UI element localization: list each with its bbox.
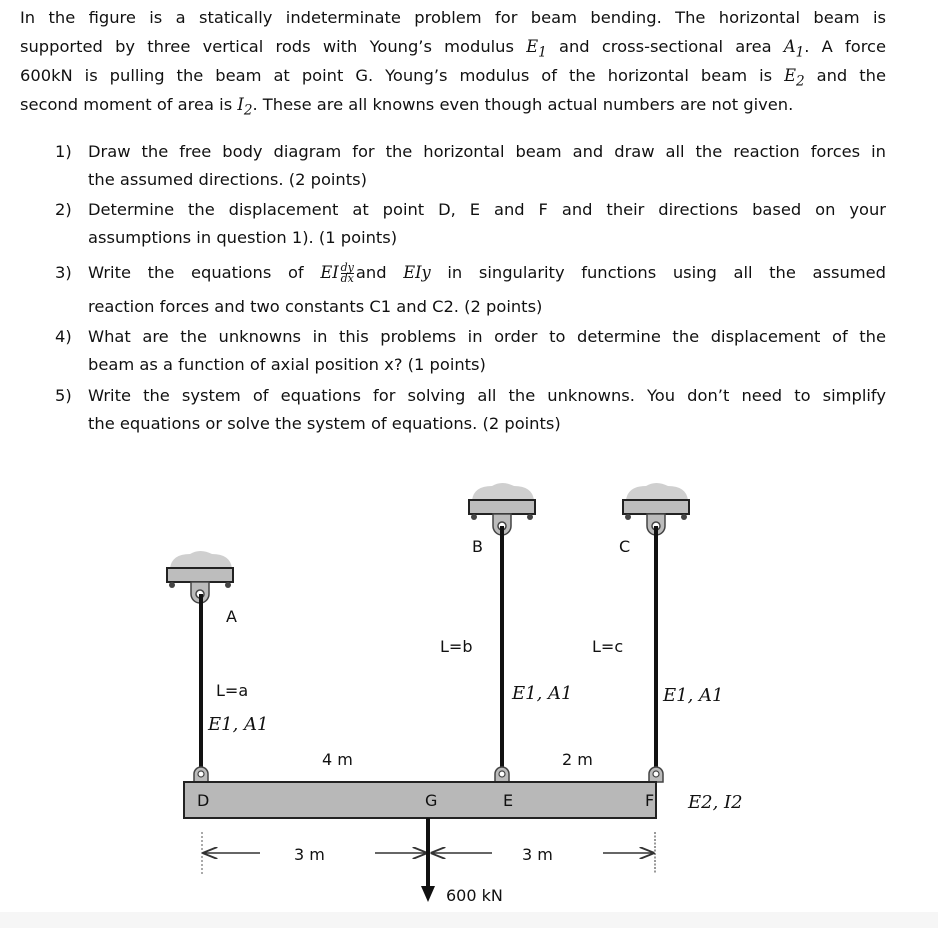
- question-3-line-2: reaction forces and two constants C1 and C2. (2 points): [88, 297, 543, 316]
- beam-props: E2, I2: [688, 792, 743, 813]
- math-e2: $E_2$: [784, 66, 805, 90]
- length-a: L=a: [216, 681, 249, 700]
- question-4-number: 4): [55, 327, 72, 346]
- length-b: L=b: [440, 637, 473, 656]
- label-d: D: [197, 791, 210, 810]
- force-label: 600 kN: [446, 886, 503, 905]
- question-2-line-2: assumptions in question 1). (1 points): [88, 228, 398, 247]
- rod-props-c: E1, A1: [663, 685, 724, 706]
- intro-line-1: In the figure is a statically indeterminate problem for beam bending. The horizontal beam is: [20, 8, 886, 27]
- question-4-line-2: beam as a function of axial position x? (1 points): [88, 355, 486, 374]
- q3-text: and: [355, 263, 387, 282]
- length-c: L=c: [592, 637, 624, 656]
- intro-text: . A force: [804, 37, 887, 56]
- question-2-line-1: Determine the displacement at point D, E and F and their directions based on your: [88, 200, 886, 219]
- q3-text: in singularity functions using all the assumed: [447, 263, 886, 282]
- intro-text: 600kN is pulling the beam at point G. Young’s modulus of the horizontal beam is: [20, 66, 773, 85]
- math-e1: $E_1$: [526, 37, 547, 61]
- math-dy-dx: $\frac{dy}{dx}$: [340, 261, 354, 285]
- pin-f: [649, 767, 663, 782]
- label-e: E: [503, 791, 514, 810]
- dim-ef: 2 m: [562, 750, 593, 769]
- intro-text: . These are all knowns even though actual numbers are not given.: [252, 95, 794, 114]
- label-b: B: [472, 537, 483, 556]
- dim-gf: 3 m: [522, 845, 553, 864]
- math-ei: EI: [320, 263, 339, 282]
- dim-de: 4 m: [322, 750, 353, 769]
- question-4-line-1: What are the unknowns in this problems in order to determine the displacement of the: [88, 327, 886, 346]
- math-i2: $I_2$: [237, 95, 253, 119]
- rod-props-b: E1, A1: [512, 683, 573, 704]
- math-a1: $A_1$: [783, 37, 805, 61]
- bottom-band: [0, 912, 938, 928]
- rod-props-a: E1, A1: [208, 714, 269, 735]
- question-3-number: 3): [55, 263, 72, 282]
- question-1-number: 1): [55, 142, 72, 161]
- question-1-line-1: Draw the free body diagram for the horizontal beam and draw all the reaction forces in: [88, 142, 886, 161]
- dim-dg: 3 m: [294, 845, 325, 864]
- intro-text: supported by three vertical rods with Young’s modulus: [20, 37, 514, 56]
- intro-text: and the: [816, 66, 886, 85]
- label-c: C: [619, 537, 631, 556]
- horizontal-beam: [184, 782, 656, 818]
- math-eiy: EIy: [403, 263, 431, 282]
- label-g: G: [425, 791, 438, 810]
- intro-text: and cross-sectional area: [559, 37, 772, 56]
- pin-d: [194, 767, 208, 782]
- question-2-number: 2): [55, 200, 72, 219]
- question-5-number: 5): [55, 386, 72, 405]
- pin-e: [495, 767, 509, 782]
- q3-text: Write the equations of: [88, 263, 304, 282]
- question-5-line-1: Write the system of equations for solving all the unknowns. You don’t need to simplify: [88, 386, 886, 405]
- question-1-line-2: the assumed directions. (2 points): [88, 170, 367, 189]
- question-5-line-2: the equations or solve the system of equations. (2 points): [88, 414, 561, 433]
- label-a: A: [226, 607, 237, 626]
- label-f: F: [645, 791, 655, 810]
- force-arrow: [421, 818, 435, 902]
- intro-text: second moment of area is: [20, 95, 233, 114]
